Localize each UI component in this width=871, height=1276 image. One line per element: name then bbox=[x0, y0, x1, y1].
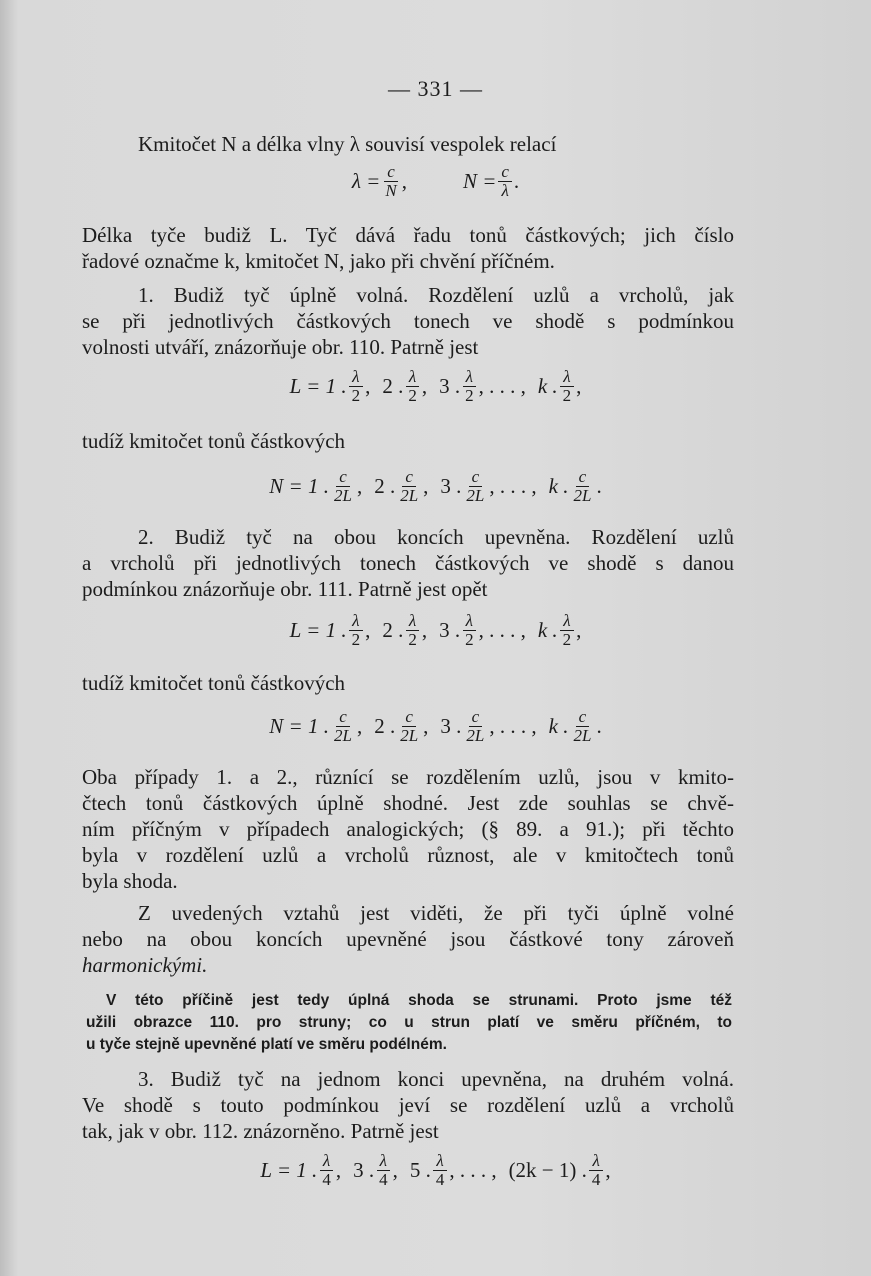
para3-line-3: harmonickými. bbox=[82, 953, 208, 977]
kmitocet-line-1: tudíž kmitočet tonů částkových bbox=[82, 429, 346, 453]
page-number: — 331 — bbox=[388, 76, 483, 101]
equation-L-mixed: L = 1 . $\frac{\lambda}{4}$ , 3 . $\frac{\lambda}{4}$ , 5 . $\frac{\lambda}{4}$ , . . . , (2k − 1) . $\frac{\lambda}{4}$ , bbox=[260, 1151, 611, 1189]
lambda-relation: λ = $\frac{c}{N}$ , bbox=[351, 162, 407, 200]
case3-line-3: tak, jak v obr. 112. znázorněno. Patrně jest bbox=[82, 1119, 439, 1143]
para3-line-1: Z uvedených vztahů jest viděti, že při tyči úplně volné bbox=[138, 901, 734, 925]
relation-equation bbox=[0, 163, 871, 200]
equation-L-fixed: L = 1 . $\frac{\lambda}{2}$ , 2 . $\frac{\lambda}{2}$ , 3 . $\frac{\lambda}{2}$ , . . . , k . $\frac{\lambda}{2}$ , bbox=[289, 611, 582, 649]
note-line-1: V této příčině jest tedy úplná shoda se strunami. Proto jsme též bbox=[106, 992, 732, 1009]
para3-line-2: nebo na obou koncích upevněné jsou částkové tony zároveň bbox=[82, 927, 734, 951]
intro-line: Kmitočet N a délka vlny λ souvisí vespolek relací bbox=[138, 132, 557, 156]
para1-line-1: Délka tyče budiž L. Tyč dává řadu tonů částkových; jich číslo bbox=[82, 223, 734, 247]
case1-line-2: se při jednotlivých částkových tonech ve shodě s podmínkou bbox=[82, 309, 734, 333]
case2-line-1: 2. Budiž tyč na obou koncích upevněna. Rozdělení uzlů bbox=[138, 525, 734, 549]
case3-line-1: 3. Budiž tyč na jednom konci upevněna, na druhém volná. bbox=[138, 1067, 734, 1091]
note-line-3: u tyče stejně upevněné platí ve směru podélném. bbox=[86, 1036, 447, 1053]
fraction: $\frac{c}{N}$ bbox=[385, 162, 397, 200]
para2-line-3: ním příčným v případech analogických; (§ 89. a 91.); při těchto bbox=[82, 817, 734, 841]
n-relation: N = $\frac{c}{\lambda}$ . bbox=[462, 162, 520, 200]
equation-N-free: N = 1 . $\frac{c}{2L}$ , 2 . $\frac{c}{2L}$ , 3 . $\frac{c}{2L}$ , . . . , k . $\frac{c}{2L}$ . bbox=[269, 467, 602, 505]
case3-line-2: Ve shodě s touto podmínkou jeví se rozdělení uzlů a vrcholů bbox=[82, 1093, 734, 1117]
para2-line-4: byla v rozdělení uzlů a vrcholů různost, ale v kmitočtech tonů bbox=[82, 843, 734, 867]
kmitocet-line-2: tudíž kmitočet tonů částkových bbox=[82, 671, 346, 695]
para1-line-2: řadové označme k, kmitočet N, jako při chvění příčném. bbox=[82, 249, 555, 273]
para2-line-5: byla shoda. bbox=[82, 869, 178, 893]
note-line-2: užili obrazce 110. pro struny; co u strun platí ve směru příčném, to bbox=[86, 1014, 732, 1031]
equation-N-fixed: N = 1 . $\frac{c}{2L}$ , 2 . $\frac{c}{2L}$ , 3 . $\frac{c}{2L}$ , . . . , k . $\frac{c}{2L}$ . bbox=[269, 707, 602, 745]
case2-line-2: a vrcholů při jednotlivých tonech částkových ve shodě s danou bbox=[82, 551, 734, 575]
case2-line-3: podmínkou znázorňuje obr. 111. Patrně jest opět bbox=[82, 577, 488, 601]
equation-L-free: L = 1 . $\frac{\lambda}{2}$ , 2 . $\frac{\lambda}{2}$ , 3 . $\frac{\lambda}{2}$ , . . . , k . $\frac{\lambda}{2}$ , bbox=[289, 367, 582, 405]
case1-line-3: volnosti utváří, znázorňuje obr. 110. Patrně jest bbox=[82, 335, 479, 359]
case1-line-1: 1. Budiž tyč úplně volná. Rozdělení uzlů a vrcholů, jak bbox=[138, 283, 734, 307]
para2-line-2: čtech tonů částkových úplně shodné. Jest zde souhlas se chvě- bbox=[82, 791, 734, 815]
fraction: $\frac{c}{\lambda}$ bbox=[498, 163, 512, 200]
para2-line-1: Oba případy 1. a 2., různící se rozdělením uzlů, jsou v kmito- bbox=[82, 765, 734, 789]
